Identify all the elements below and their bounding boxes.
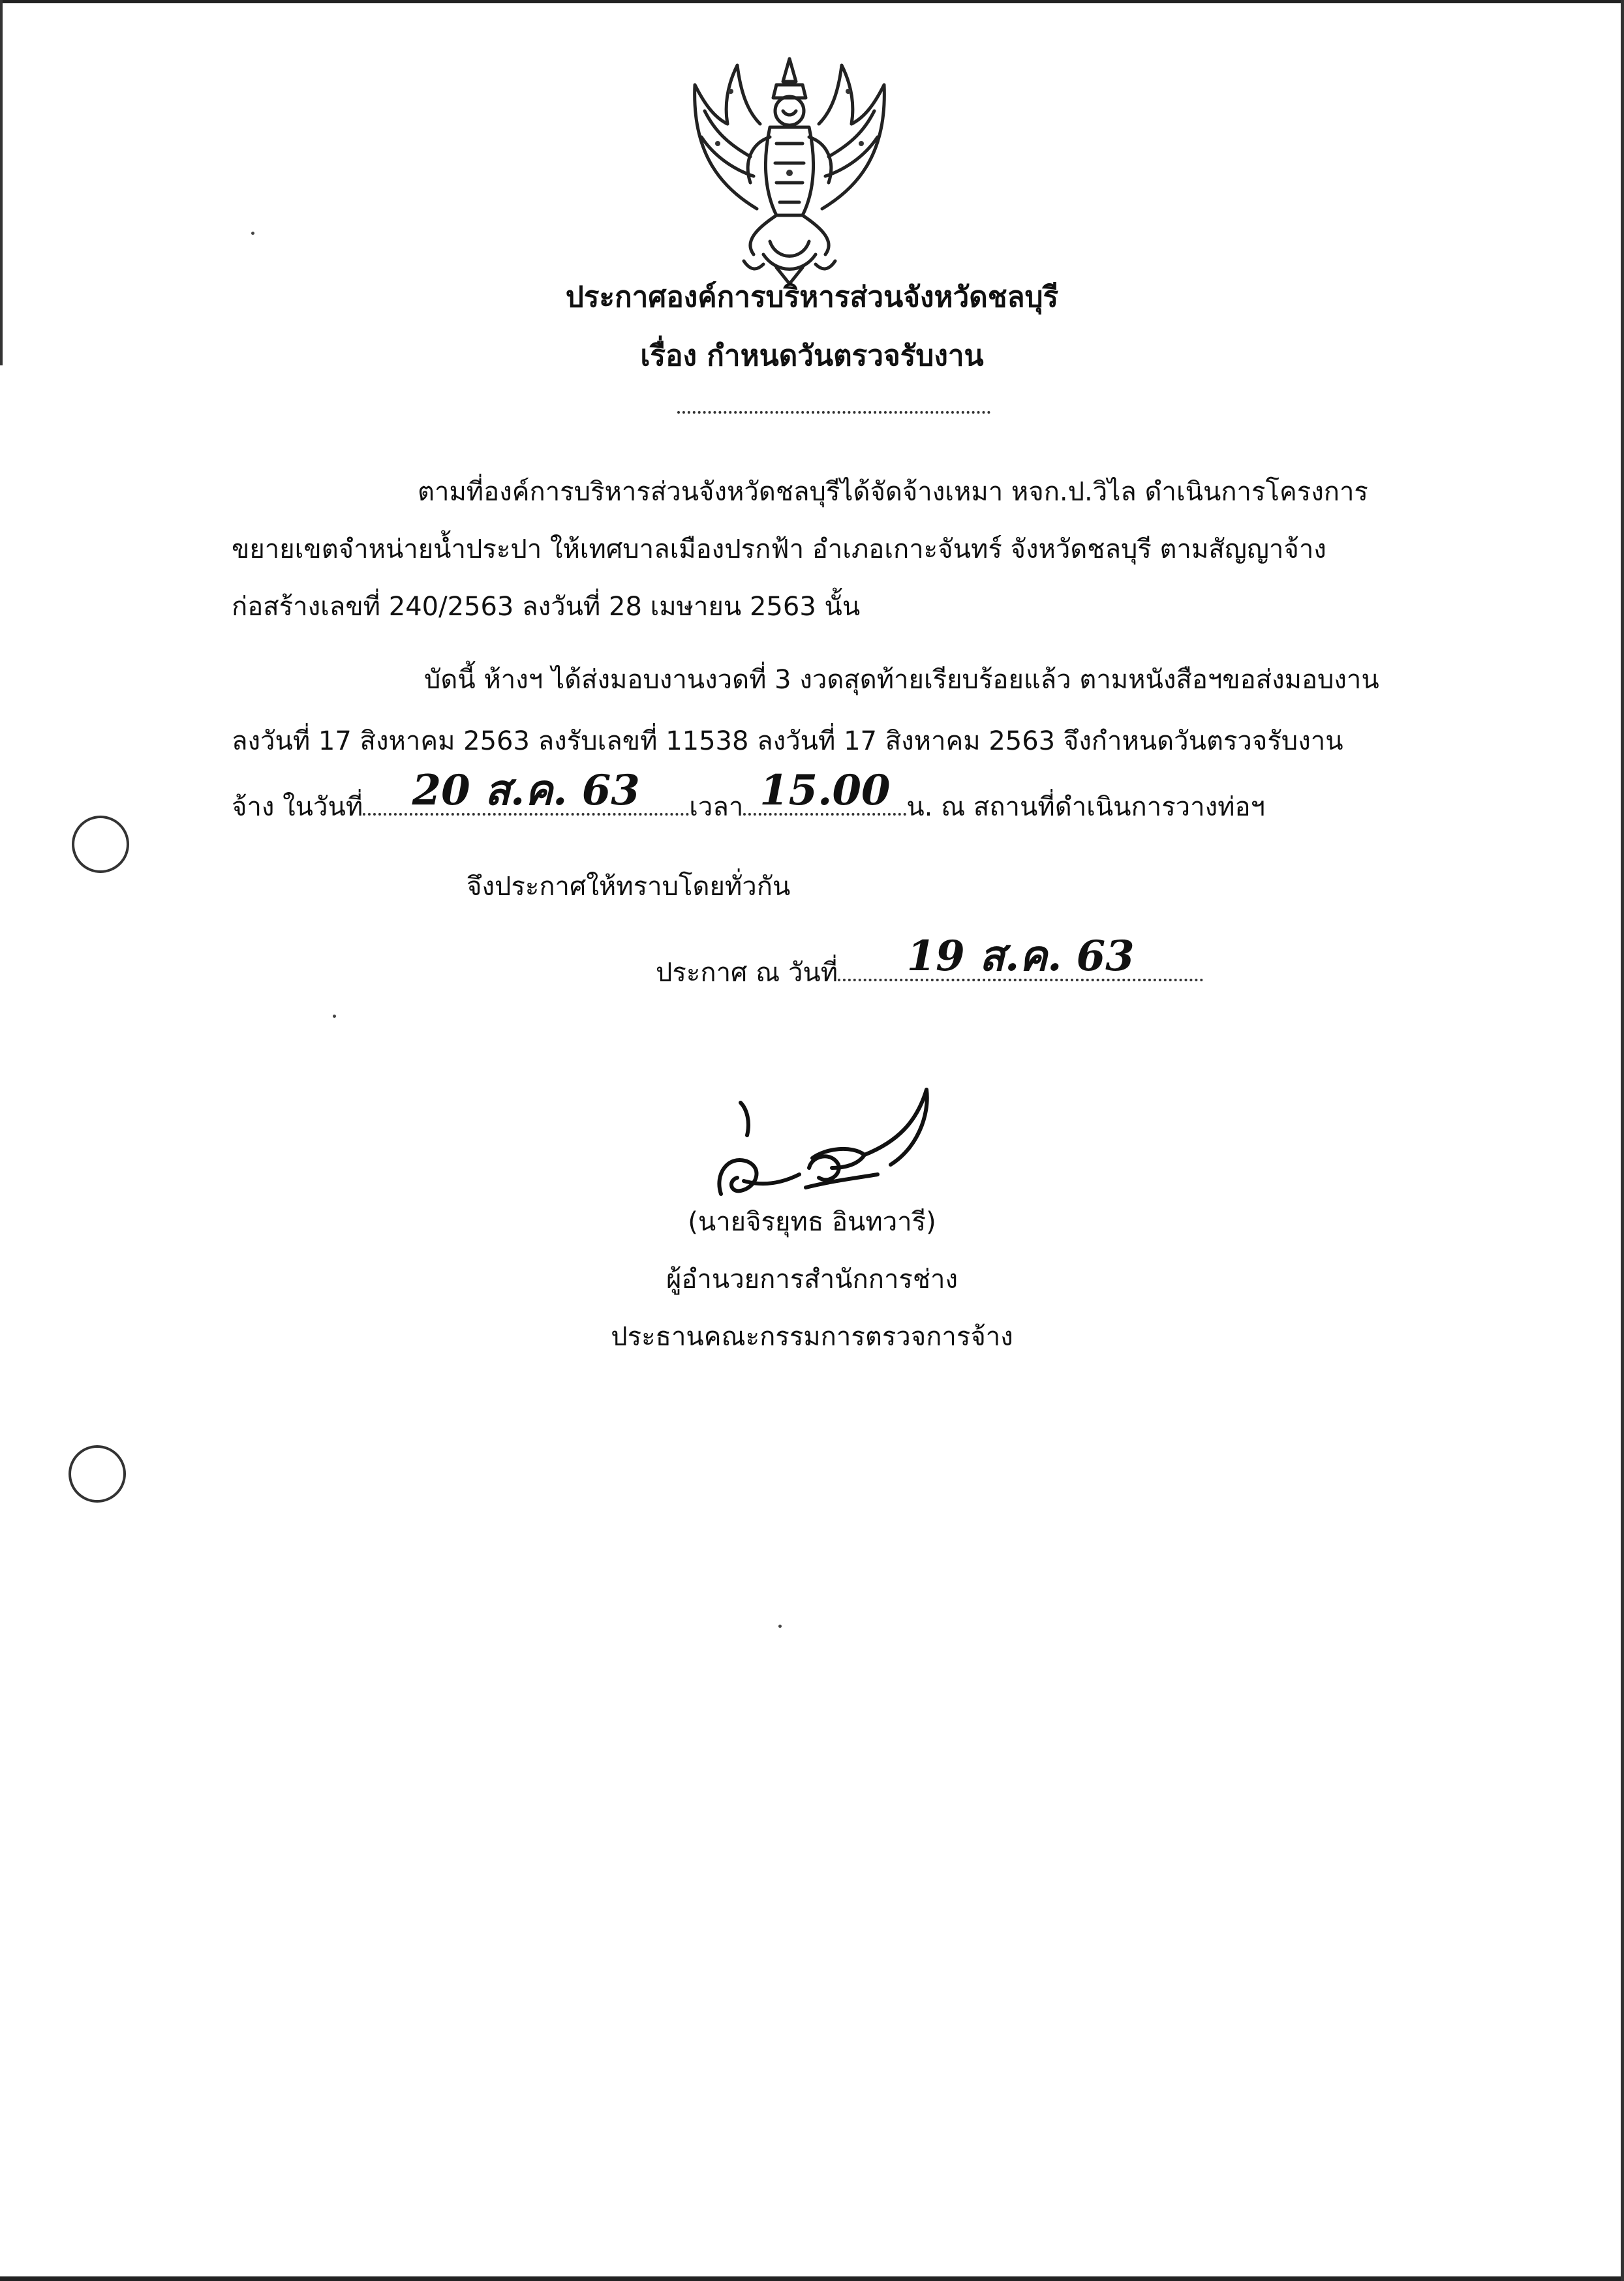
handwritten-signature-icon — [701, 1083, 949, 1207]
paragraph2-line1: บัดนี้ ห้างฯ ได้ส่งมอบงานงวดที่ 3 งวดสุดท้ายเรียบร้อยแล้ว ตามหนังสือฯขอส่งมอบงาน — [424, 665, 1379, 695]
appointment-prefix: จ้าง ในวันที่ — [232, 792, 363, 822]
paragraph2-line2: ลงวันที่ 17 สิงหาคม 2563 ลงรับเลขที่ 11538 ลงวันที่ 17 สิงหาคม 2563 จึงกำหนดวันตรวจรับงาน — [232, 726, 1343, 756]
appointment-time-field — [743, 766, 906, 816]
document-subject: เรื่อง กำหนดวันตรวจรับงาน — [640, 339, 984, 373]
appointment-time-label: เวลา — [689, 792, 744, 822]
scan-speck — [778, 1625, 782, 1628]
appointment-suffix: น. ณ สถานที่ดำเนินการวางท่อฯ — [906, 792, 1265, 822]
announce-date-label: ประกาศ ณ วันที่ — [656, 958, 838, 988]
appointment-time-handwritten: 15.00 — [759, 766, 891, 815]
paragraph1-line2: ขยายเขตจำหน่ายน้ำประปา ให้เทศบาลเมืองปรกฟ้า อำเภอเกาะจันทร์ จังหวัดชลบุรี ตามสัญญาจ้าง — [232, 534, 1326, 564]
document-title: ประกาศองค์การบริหารส่วนจังหวัดชลบุรี — [565, 281, 1059, 314]
title-separator — [677, 411, 990, 414]
scan-speck — [251, 232, 254, 235]
punch-hole-bottom — [69, 1445, 126, 1503]
appointment-date-field — [363, 766, 689, 816]
scan-border-top — [0, 0, 1624, 3]
announce-date-line — [656, 932, 1203, 988]
scan-speck — [333, 1015, 336, 1018]
punch-hole-top — [72, 816, 129, 873]
closing-statement: จึงประกาศให้ทราบโดยทั่วกัน — [467, 872, 791, 902]
paragraph1-line1: ตามที่องค์การบริหารส่วนจังหวัดชลบุรีได้จัดจ้างเหมา หจก.ป.วิไล ดำเนินการโครงการ — [418, 477, 1368, 507]
paragraph1-line3: ก่อสร้างเลขที่ 240/2563 ลงวันที่ 28 เมษายน 2563 นั้น — [232, 592, 861, 622]
announce-date-field — [838, 932, 1203, 981]
signatory-name: (นายจิรยุทธ อินทวารี) — [688, 1207, 936, 1237]
paragraph2-line3 — [232, 766, 1265, 823]
signatory-position: ผู้อำนวยการสำนักการช่าง — [666, 1264, 958, 1294]
appointment-date-handwritten: 20 ส.ค. 63 — [412, 766, 640, 815]
garuda-emblem-icon — [679, 46, 900, 287]
scan-border-bottom — [0, 2276, 1624, 2281]
announce-date-handwritten: 19 ส.ค. 63 — [906, 932, 1135, 981]
signatory-committee-role: ประธานคณะกรรมการตรวจการจ้าง — [611, 1322, 1013, 1352]
